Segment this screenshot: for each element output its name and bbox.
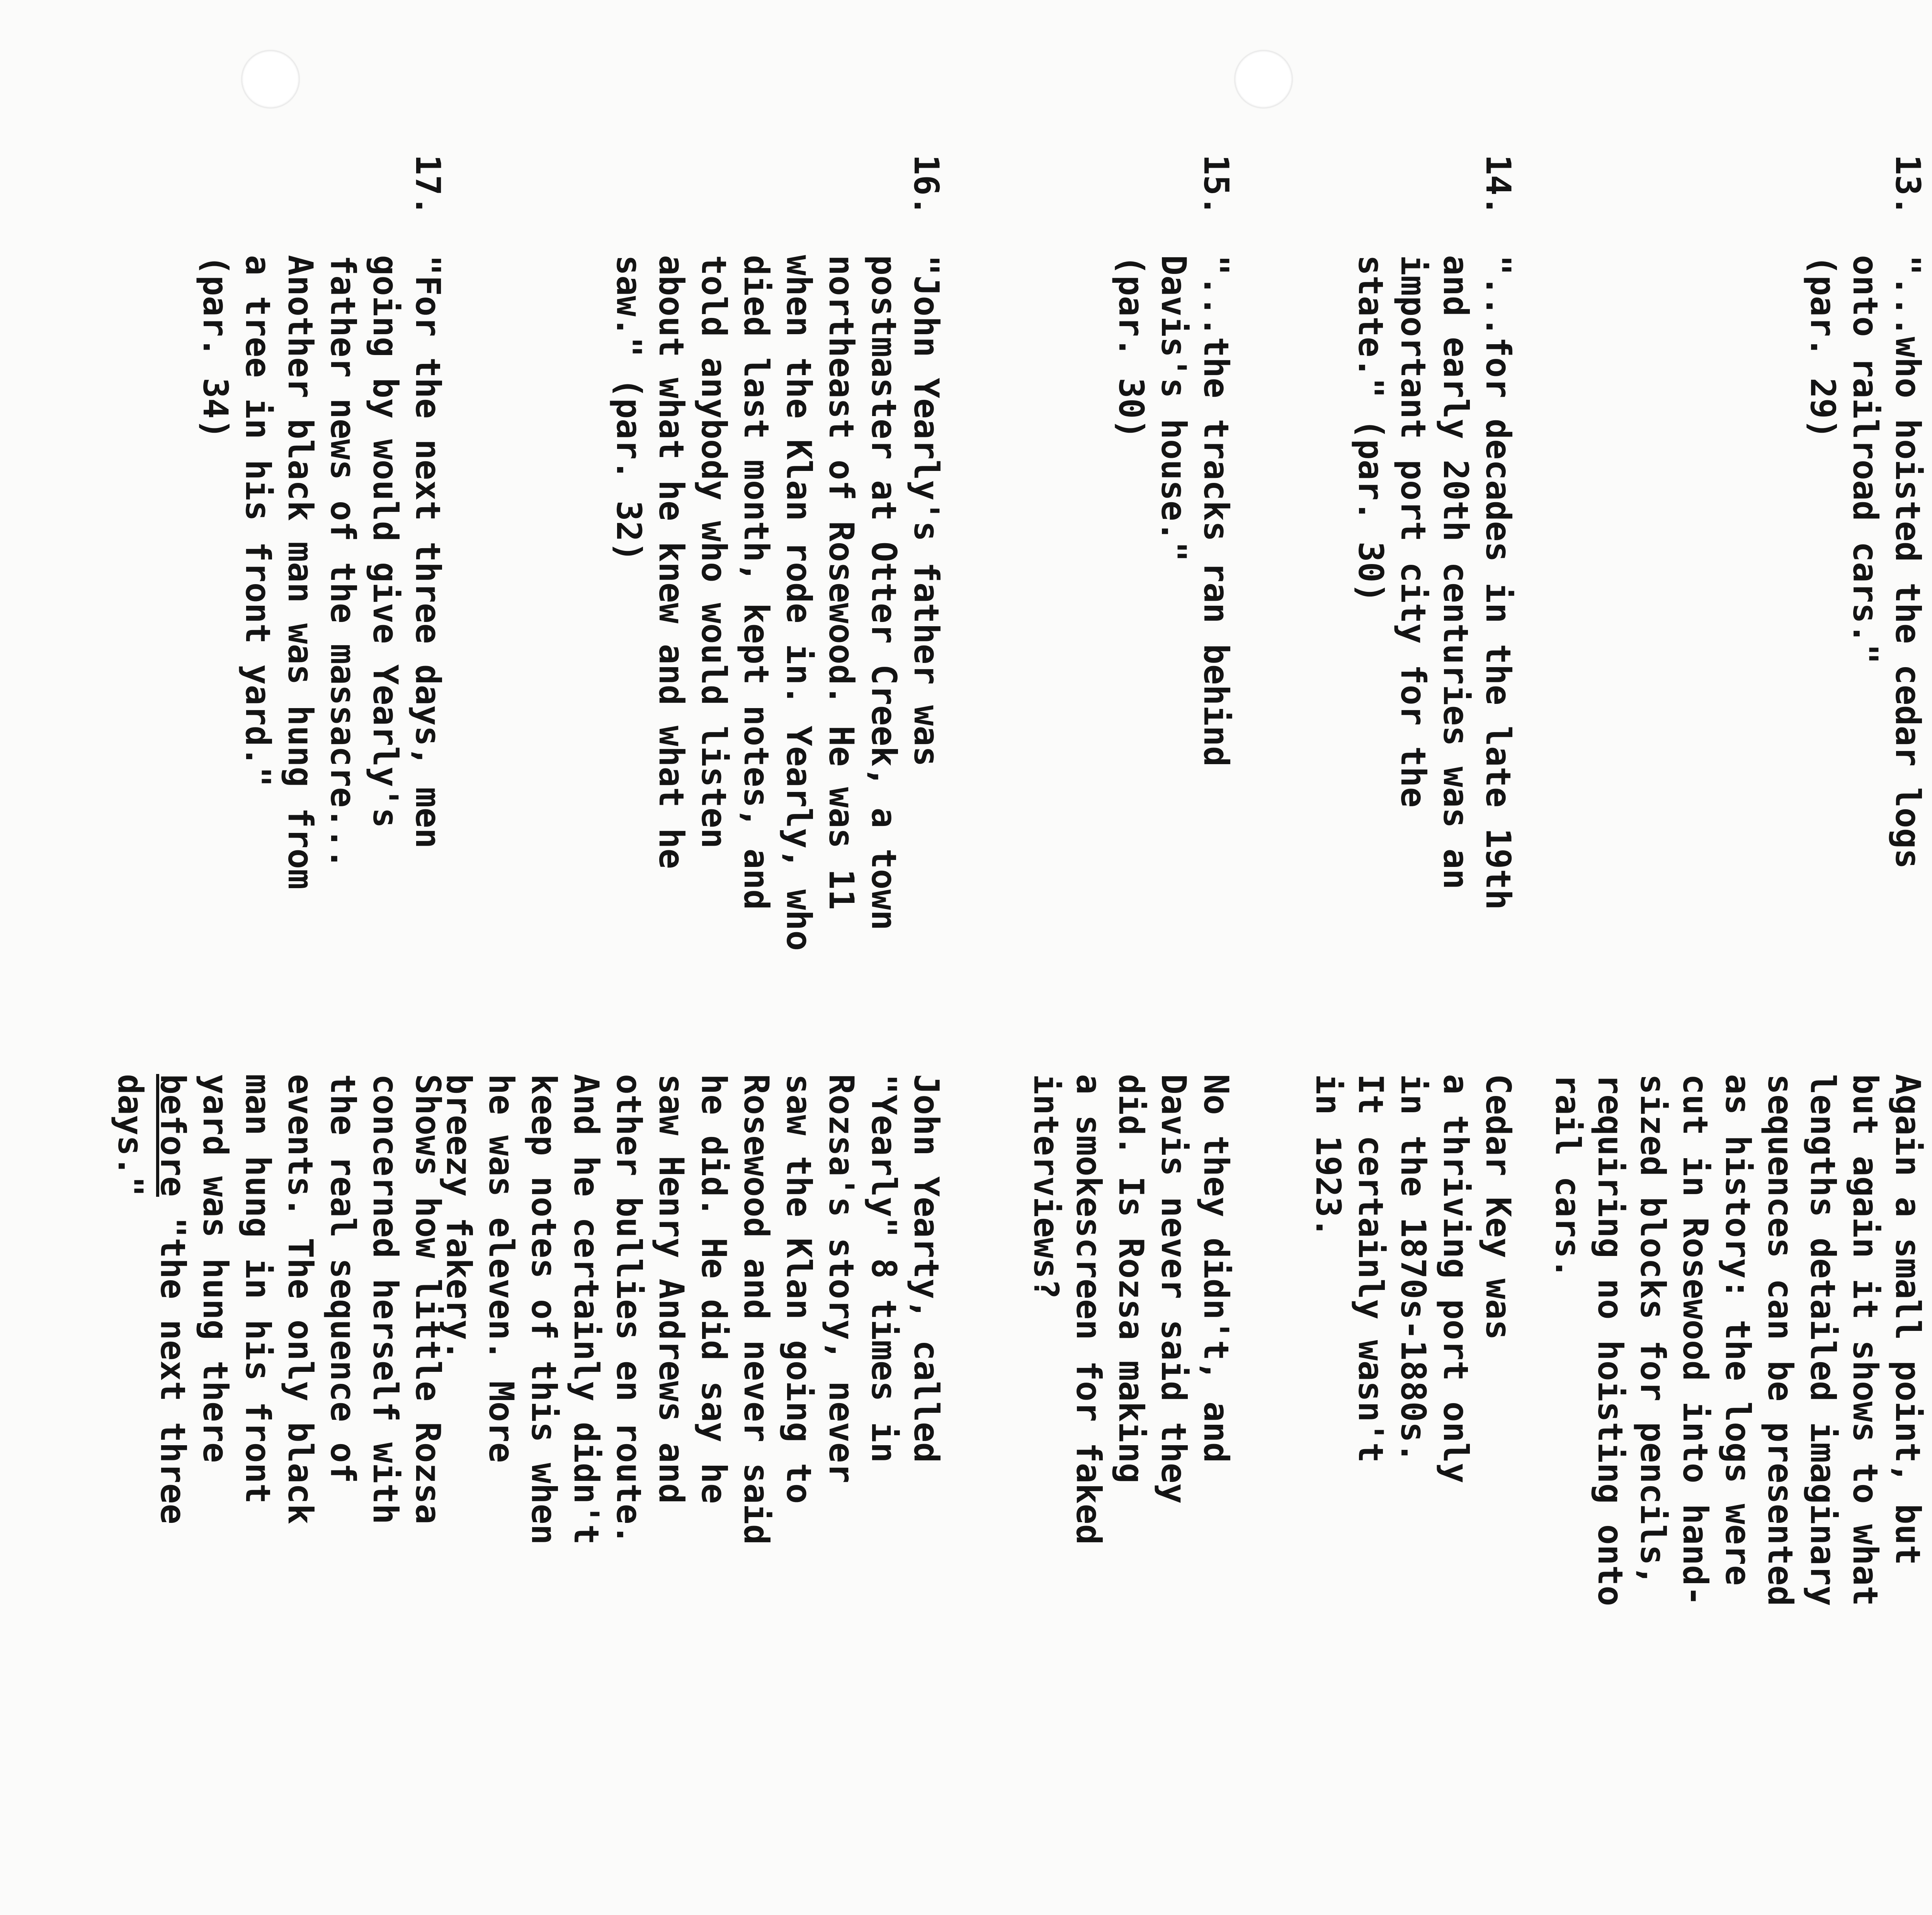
item-number: 15. — [1196, 155, 1236, 216]
item-quote: "...for decades in the late 19th and early 20th centuries was an important port city for the state." (par. 30) — [1351, 255, 1518, 910]
item-quote: "For the next three days, men going by would give Yearly's father news of the massacre... Another black man was hung from a tree in his front yard." (par. 34) — [196, 255, 448, 890]
item-quote: "...the tracks ran behind Davis's house." (par. 30) — [1111, 255, 1236, 767]
item-note — [109, 1074, 449, 1885]
item-number: 14. — [1478, 155, 1518, 216]
item-quote: "...who hoisted the cedar logs onto railroad cars." (par. 29) — [1803, 255, 1928, 869]
item-number: 13. — [1888, 155, 1928, 216]
item-note: John Yearty, called "Yearly" 8 times in Rozsa's story, never saw the Klan going to Rosewood and never said he did. He did say he saw Henry Andrews and other bullies en route. And he certainly didn't keep notes of this when he was eleven. More breezy fakery. — [439, 1074, 946, 1545]
item-note: Again a small point, but but again it shows to what lengths detailed imaginary sequences can be presented as history: the logs were cut in Rosewood into hand- sized blocks for pencils, requiring no hoisting onto rail cars. — [1548, 1074, 1928, 1606]
note-underlined-word: before — [153, 1074, 193, 1197]
item-number: 16. — [906, 155, 946, 216]
item-quote: "John Yearly's father was postmaster at Otter Creek, a town northeast of Rosewood. He was 11 when the Klan rode in. Yearly, who died last month, kept notes, and told anybody who would listen about what he knew and what he saw." (par. 32) — [609, 255, 946, 951]
item-note: Cedar Key was a thriving port only in the 1870s-1880s. It certainly wasn't in 1923. — [1308, 1074, 1518, 1483]
note-text: Shows how little Rozsa concerned herself with the real sequence of events. The only black man hung in his front yard was hung there — [196, 1074, 448, 1524]
item-note: No they didn't, and Davis never said they did. Is Rozsa making a smokescreen for faked interviews? — [1026, 1074, 1236, 1545]
note-text: "the next three days." — [111, 1074, 193, 1524]
item-number: 17. — [408, 155, 448, 216]
